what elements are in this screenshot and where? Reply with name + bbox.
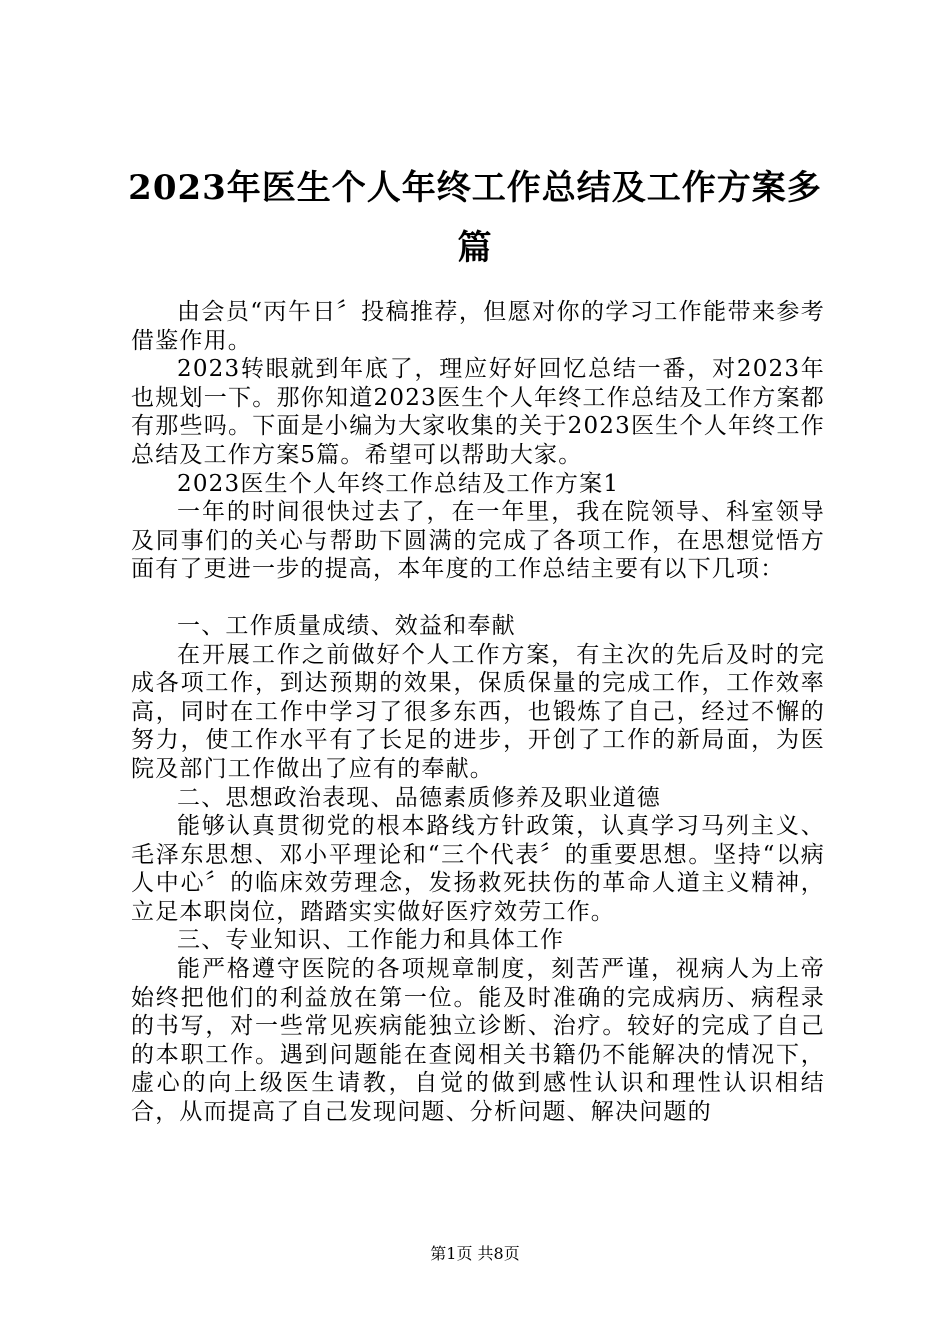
heading-work-quality: 一、工作质量成绩、效益和奉献 [177, 612, 516, 639]
heading-professional-knowledge: 三、专业知识、工作能力和具体工作 [177, 927, 565, 954]
paragraph-background: 2023转眼就到年底了，理应好好回忆总结一番，对2023年也规划一下。那你知道2023医生个人年终工作总结及工作方案都有那些吗。下面是小编为大家收集的关于2023医生个人年终工作总结及工作方案5篇。希望可以帮助大家。 [131, 356, 825, 468]
paragraph-work-quality: 在开展工作之前做好个人工作方案，有主次的先后及时的完成各项工作，到达预期的效果，保质保量的完成工作，工作效率高，同时在工作中学习了很多东西，也锻炼了自己，经过不懈的努力，使工作水平有了长足的进步，开创了工作的新局面，为医院及部门工作做出了应有的奉献。 [131, 641, 825, 782]
paragraph-intro: 由会员“丙午日〞投稿推荐，但愿对你的学习工作能带来参考借鉴作用。 [131, 299, 825, 354]
paragraph-political-ethics: 能够认真贯彻党的根本路线方针政策，认真学习马列主义、毛泽东思想、邓小平理论和“三个代表〞的重要思想。坚持“以病人中心〞的临床效劳理念，发扬救死扶伤的革命人道主义精神，立足本职岗位，踏踏实实做好医疗效劳工作。 [131, 813, 825, 925]
paragraph-section-heading: 2023医生个人年终工作总结及工作方案1 [177, 470, 620, 497]
heading-political-ethics: 二、思想政治表现、品德素质修养及职业道德 [177, 784, 661, 811]
document-title: 2023年医生个人年终工作总结及工作方案多篇 [128, 168, 822, 268]
paragraph-professional-knowledge: 能严格遵守医院的各项规章制度，刻苦严谨，视病人为上帝始终把他们的利益放在第一位。能及时准确的完成病历、病程录的书写，对一些常见疾病能独立诊断、治疗。较好的完成了自己的本职工作。遇到问题能在查阅相关书籍仍不能解决的情况下，虚心的向上级医生请教，自觉的做到感性认识和理性认识相结合，从而提高了自己发现问题、分析问题、解决问题的 [131, 956, 825, 1126]
document-body [131, 298, 825, 1127]
paragraph-summary-opening: 一年的时间很快过去了，在一年里，我在院领导、科室领导及同事们的关心与帮助下圆满的完成了各项工作，在思想觉悟方面有了更进一步的提高，本年度的工作总结主要有以下几项： [131, 499, 825, 583]
page-footer: 第1页 共8页 [430, 1244, 520, 1263]
